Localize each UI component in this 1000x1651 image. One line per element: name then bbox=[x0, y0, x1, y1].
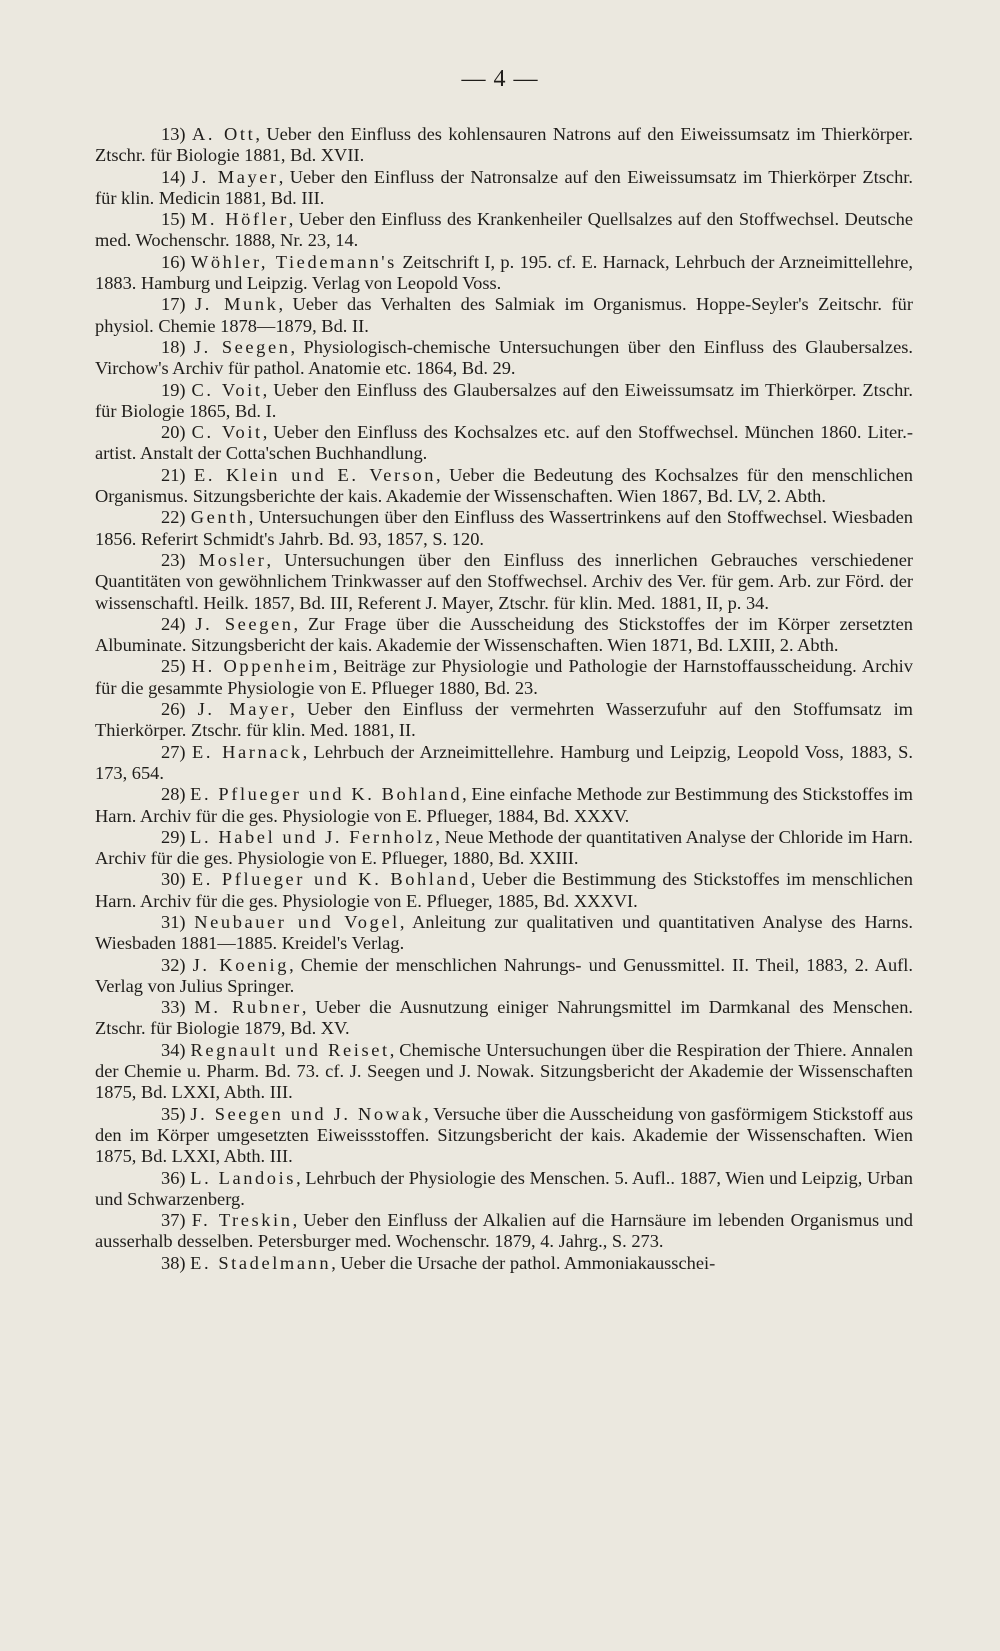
reference-text: Zeitschrift I, p. 195. cf. E. Harnack, Lehrbuch der Arzneimittellehre, 1883. Hamburg und Leipzig. Verlag von Leopold Voss. bbox=[95, 251, 913, 294]
reference-text: , Ueber den Einfluss des Kochsalzes etc. auf den Stoffwechsel. München 1860. Liter.-artist. Anstalt der Cotta'schen Buchhandlung. bbox=[95, 422, 913, 464]
reference-text: , Lehrbuch der Physiologie des Menschen. 5. Aufl.. 1887, Wien und Leipzig, Urban und Schwarzenberg. bbox=[95, 1167, 913, 1209]
reference-author: E. Pflueger und K. Bohland bbox=[190, 784, 463, 805]
reference-author: F. Treskin bbox=[191, 1210, 293, 1231]
reference-text: , Ueber den Einfluss der Natronsalze auf den Eiweissumsatz im Thierkörper Ztschr. für klin. Medicin 1881, Bd. III. bbox=[95, 166, 913, 208]
reference-number: 22) bbox=[161, 507, 186, 528]
reference-text: , Ueber die Ausnutzung einiger Nahrungsmittel im Darmkanal des Menschen. Ztschr. für Biologie 1879, Bd. XV. bbox=[95, 997, 913, 1039]
reference-author: L. Habel und J. Fernholz bbox=[190, 826, 436, 847]
reference-text: , Ueber den Einfluss des Krankenheiler Quellsalzes auf den Stoffwechsel. Deutsche med. Wochenschr. 1888, Nr. 23, 14. bbox=[95, 209, 913, 251]
reference-number: 18) bbox=[161, 336, 186, 357]
reference-author: Wöhler, Tiedemann's bbox=[190, 251, 397, 272]
reference-entry bbox=[95, 550, 913, 614]
reference-entry bbox=[95, 656, 913, 699]
reference-entry bbox=[95, 124, 913, 167]
reference-text: , Chemie der menschlichen Nahrungs- und Genussmittel. II. Theil, 1883, 2. Aufl. Verlag von Julius Springer. bbox=[95, 954, 913, 996]
reference-author: E. Klein und E. Verson bbox=[194, 464, 437, 485]
reference-text: , Ueber den Einfluss der Alkalien auf die Harnsäure im lebenden Organismus und ausserhalb desselben. Petersburger med. Wochenschr. 1879, 4. Jahrg., S. 273. bbox=[95, 1210, 913, 1252]
reference-text: , Beiträge zur Physiologie und Pathologie der Harnstoffausscheidung. Archiv für die gesammte Physiologie von E. Pflueger 1880, Bd. 23. bbox=[95, 656, 913, 698]
reference-number: 25) bbox=[161, 656, 186, 677]
reference-author: J. Seegen und J. Nowak bbox=[190, 1103, 425, 1124]
reference-author: J. Munk bbox=[195, 294, 279, 315]
reference-text: , Ueber den Einfluss des Glaubersalzes auf den Eiweissumsatz im Thierkörper. Ztschr. für Biologie 1865, Bd. I. bbox=[95, 379, 914, 421]
reference-text: , Anleitung zur qualitativen und quantitativen Analyse des Harns. Wiesbaden 1881—1885. Kreidel's Verlag. bbox=[95, 911, 913, 954]
reference-author: J. Seegen bbox=[195, 613, 294, 634]
reference-number: 38) bbox=[161, 1252, 186, 1273]
reference-entry bbox=[95, 997, 913, 1040]
reference-author: Mosler bbox=[198, 549, 267, 570]
reference-author: Genth bbox=[190, 507, 249, 528]
reference-entry bbox=[95, 869, 913, 912]
reference-text: , Untersuchungen über den Einfluss des innerlichen Gebrauches verschiedener Quantitäten von gewöhnlichem Trinkwasser auf den Stoffwechsel. Archiv des Ver. für gem. Arb. zur Förd. der wissenschaftl. Heilk. 1857, Bd. III, Referent J. Mayer, Ztschr. für klin. Med. 1881, II, p. 34. bbox=[95, 549, 913, 613]
reference-entry bbox=[95, 252, 913, 295]
reference-entry bbox=[95, 742, 913, 785]
reference-entry bbox=[95, 294, 913, 337]
reference-entry bbox=[95, 827, 913, 870]
reference-entry bbox=[95, 209, 913, 252]
reference-number: 13) bbox=[161, 124, 186, 144]
reference-text: , Ueber die Ursache der pathol. Ammoniakausschei- bbox=[331, 1252, 716, 1273]
reference-text: , Versuche über die Ausscheidung von gasförmigem Stickstoff aus den im Körper umgesetzten Eiweissstoffen. Sitzungsbericht der kais. Akademie der Wissenschaften. Wien 1875, Bd. LXXI, Abth. III. bbox=[95, 1103, 913, 1167]
reference-number: 20) bbox=[161, 422, 186, 443]
reference-author: C. Voit bbox=[191, 422, 263, 443]
reference-text: , Ueber die Bedeutung des Kochsalzes für den menschlichen Organismus. Sitzungsberichte der kais. Akademie der Wissenschaften. Wien 1867, Bd. LV, 2. Abth. bbox=[95, 464, 913, 507]
reference-author: J. Koenig bbox=[192, 954, 290, 975]
reference-entry bbox=[95, 507, 913, 550]
reference-number: 30) bbox=[161, 869, 186, 890]
reference-entry bbox=[95, 912, 913, 955]
reference-number: 36) bbox=[161, 1167, 186, 1188]
reference-number: 26) bbox=[161, 699, 186, 720]
reference-text: , Ueber die Bestimmung des Stickstoffes im menschlichen Harn. Archiv für die ges. Physiologie von E. Pflueger, 1885, Bd. XXXVI. bbox=[95, 869, 913, 911]
reference-number: 23) bbox=[161, 549, 186, 570]
reference-author: E. Stadelmann bbox=[190, 1252, 332, 1273]
reference-list bbox=[95, 124, 913, 1274]
reference-number: 14) bbox=[161, 166, 186, 187]
reference-number: 21) bbox=[161, 464, 186, 485]
reference-entry bbox=[95, 465, 913, 508]
reference-text: , Ueber den Einfluss des kohlensauren Natrons auf den Eiweissumsatz im Thierkörper. Ztschr. für Biologie 1881, Bd. XVII. bbox=[95, 124, 913, 166]
reference-number: 28) bbox=[161, 784, 186, 805]
reference-number: 35) bbox=[161, 1103, 186, 1124]
reference-author: M. Höfler bbox=[190, 209, 289, 230]
reference-author: E. Pflueger und K. Bohland bbox=[191, 869, 471, 890]
reference-entry bbox=[95, 699, 913, 742]
reference-author: L. Landois bbox=[190, 1167, 297, 1188]
reference-entry bbox=[95, 1210, 913, 1253]
reference-number: 19) bbox=[161, 379, 186, 400]
reference-author: M. Rubner bbox=[194, 997, 302, 1018]
reference-author: Neubauer und Vogel bbox=[194, 911, 400, 932]
reference-number: 17) bbox=[161, 294, 186, 315]
reference-number: 31) bbox=[161, 911, 186, 932]
reference-text: , Ueber das Verhalten des Salmiak im Organismus. Hoppe-Seyler's Zeitschr. für physiol. Chemie 1878—1879, Bd. II. bbox=[95, 294, 913, 336]
reference-number: 32) bbox=[161, 954, 186, 975]
reference-text: , Physiologisch-chemische Untersuchungen über den Einfluss des Glaubersalzes. Virchow's Archiv für pathol. Anatomie etc. 1864, Bd. 29. bbox=[95, 336, 913, 379]
reference-entry bbox=[95, 1040, 913, 1104]
reference-entry bbox=[95, 422, 913, 465]
reference-text: , Neue Methode der quantitativen Analyse der Chloride im Harn. Archiv für die ges. Physiologie von E. Pflueger, 1880, Bd. XXIII. bbox=[95, 826, 913, 869]
reference-author: E. Harnack bbox=[192, 741, 303, 762]
reference-author: J. Mayer bbox=[197, 699, 291, 720]
reference-number: 16) bbox=[161, 251, 186, 272]
page-number: — 4 — bbox=[461, 66, 539, 92]
reference-author: H. Oppenheim bbox=[191, 656, 333, 677]
reference-number: 15) bbox=[161, 209, 186, 230]
reference-text: , Zur Frage über die Ausscheidung des Stickstoffes der im Körper zersetzten Albuminate. Sitzungsbericht der kais. Akademie der Wissenschaften. Wien 1871, Bd. LXIII, 2. Abth. bbox=[95, 613, 913, 656]
reference-entry bbox=[95, 1104, 913, 1168]
reference-text: , Chemische Untersuchungen über die Respiration der Thiere. Annalen der Chemie u. Pharm. Bd. 73. cf. J. Seegen und J. Nowak. Sitzungsbericht der Akademie der Wissenschaften 1875, Bd. LXXI, Abth. III. bbox=[95, 1039, 914, 1103]
reference-entry bbox=[95, 167, 913, 210]
reference-number: 33) bbox=[161, 997, 186, 1018]
reference-number: 37) bbox=[161, 1210, 186, 1231]
reference-entry bbox=[95, 380, 913, 423]
reference-entry bbox=[95, 955, 913, 998]
reference-entry bbox=[95, 1253, 913, 1274]
reference-entry bbox=[95, 1168, 913, 1211]
reference-number: 24) bbox=[161, 613, 186, 634]
reference-text: , Eine einfache Methode zur Bestimmung des Stickstoffes im Harn. Archiv für die ges. Physiologie von E. Pflueger, 1884, Bd. XXXV. bbox=[95, 784, 913, 826]
reference-entry bbox=[95, 614, 913, 657]
reference-entry bbox=[95, 784, 913, 827]
reference-author: Regnault und Reiset bbox=[190, 1039, 390, 1060]
reference-author: C. Voit bbox=[191, 379, 263, 400]
reference-entry bbox=[95, 337, 913, 380]
reference-author: J. Seegen bbox=[193, 336, 291, 357]
reference-text: , Untersuchungen über den Einfluss des Wassertrinkens auf den Stoffwechsel. Wiesbaden 1856. Referirt Schmidt's Jahrb. Bd. 93, 1857, S. 120. bbox=[95, 507, 913, 549]
reference-text: , Ueber den Einfluss der vermehrten Wasserzufuhr auf den Stoffumsatz im Thierkörper. Ztschr. für klin. Med. 1881, II. bbox=[95, 699, 913, 741]
reference-number: 29) bbox=[161, 826, 186, 847]
reference-author: J. Mayer bbox=[191, 166, 279, 187]
reference-number: 27) bbox=[161, 741, 186, 762]
reference-text: , Lehrbuch der Arzneimittellehre. Hamburg und Leipzig, Leopold Voss, 1883, S. 173, 654. bbox=[95, 741, 913, 783]
reference-number: 34) bbox=[161, 1039, 186, 1060]
reference-author: A. Ott bbox=[191, 124, 256, 144]
